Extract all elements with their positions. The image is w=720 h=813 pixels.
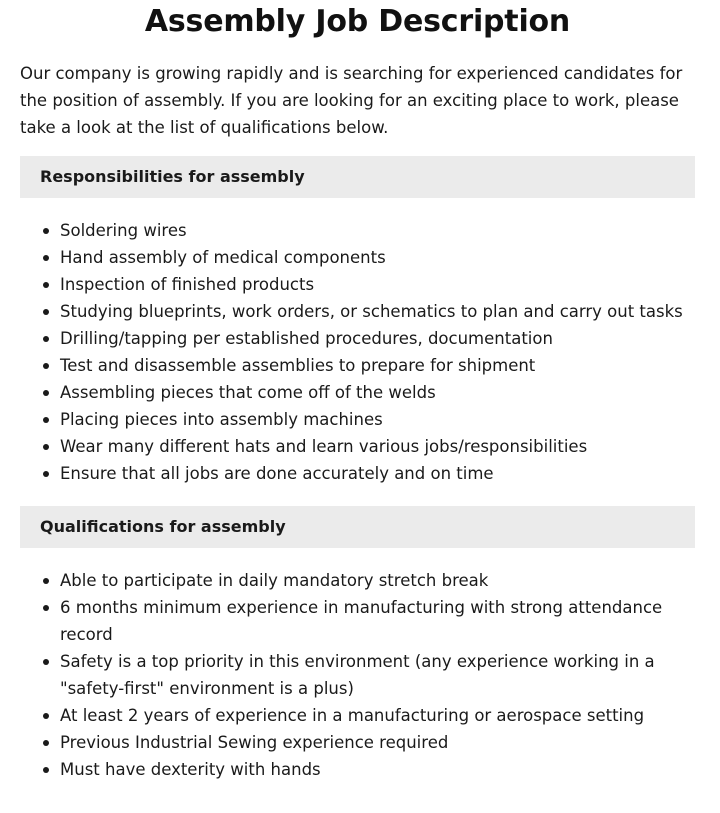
- qualification-item: Able to participate in daily mandatory stretch break: [60, 567, 695, 594]
- qualifications-heading: Qualifications for assembly: [20, 506, 695, 548]
- responsibility-item: Studying blueprints, work orders, or schematics to plan and carry out tasks: [60, 298, 695, 325]
- responsibility-item: Drilling/tapping per established procedures, documentation: [60, 325, 695, 352]
- responsibility-item: Hand assembly of medical components: [60, 244, 695, 271]
- qualifications-list: [20, 567, 695, 783]
- page-title: Assembly Job Description: [144, 4, 571, 39]
- responsibilities-list: [20, 217, 695, 487]
- qualification-item: 6 months minimum experience in manufacturing with strong attendance record: [60, 594, 695, 648]
- intro-paragraph: Our company is growing rapidly and is searching for experienced candidates for the position of assembly. If you are looking for an exciting place to work, please take a look at the list of qualifications below.: [20, 64, 683, 137]
- responsibility-item: Wear many different hats and learn various jobs/responsibilities: [60, 433, 695, 460]
- responsibilities-heading: Responsibilities for assembly: [20, 156, 695, 198]
- responsibility-item: Ensure that all jobs are done accurately and on time: [60, 460, 695, 487]
- responsibility-item: Placing pieces into assembly machines: [60, 406, 695, 433]
- responsibility-item: Test and disassemble assemblies to prepare for shipment: [60, 352, 695, 379]
- qualification-item: Must have dexterity with hands: [60, 756, 695, 783]
- responsibility-item: Inspection of finished products: [60, 271, 695, 298]
- qualification-item: Safety is a top priority in this environment (any experience working in a "safety-first" environment is a plus): [60, 648, 695, 702]
- responsibility-item: Soldering wires: [60, 217, 695, 244]
- qualification-item: At least 2 years of experience in a manufacturing or aerospace setting: [60, 702, 695, 729]
- responsibility-item: Assembling pieces that come off of the welds: [60, 379, 695, 406]
- qualification-item: Previous Industrial Sewing experience required: [60, 729, 695, 756]
